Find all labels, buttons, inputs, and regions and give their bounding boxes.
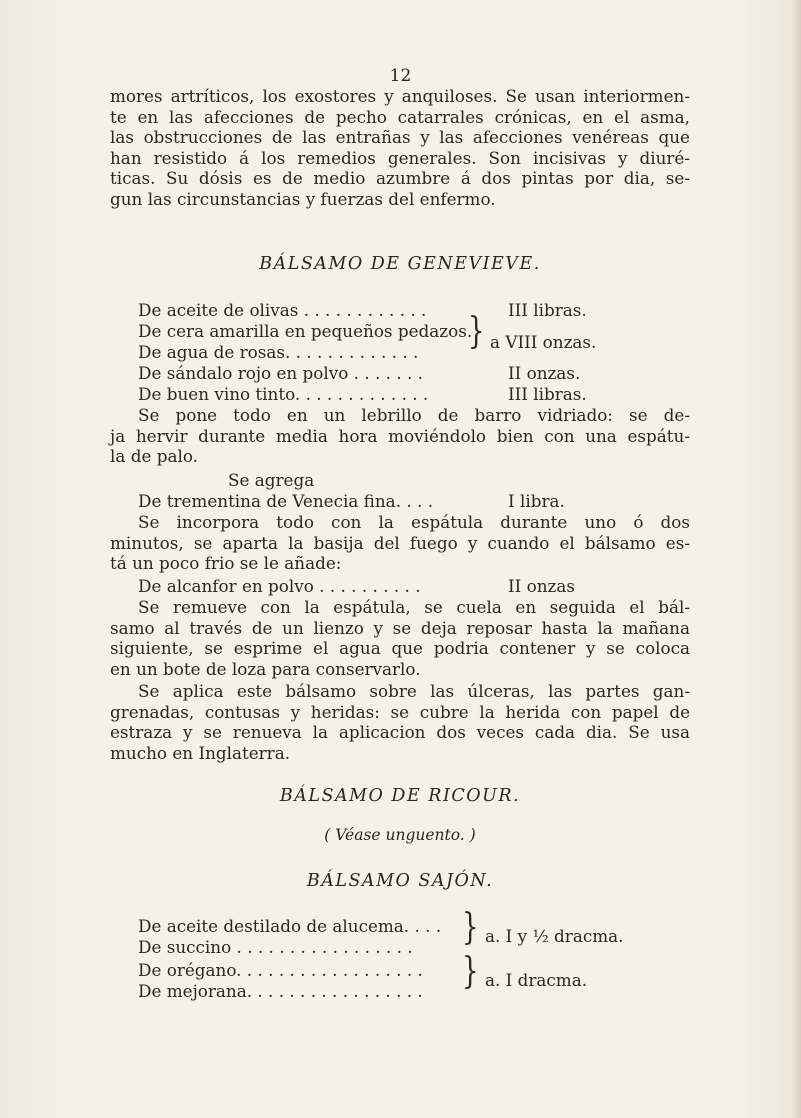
page-number: 12: [389, 66, 412, 86]
ingredient-text: De orégano. . . . . . . . . . . . . . . . . .: [138, 960, 423, 980]
page-edge-shadow: [791, 0, 801, 1118]
ingredient-line: [138, 981, 698, 1002]
text-line: la de palo.: [110, 446, 198, 466]
ingredient-text: De succino . . . . . . . . . . . . . . . . .: [138, 937, 413, 957]
ingredient-amount: I libra.: [508, 491, 565, 511]
text-line: mucho en Inglaterra.: [110, 742, 291, 763]
text-line: te en las afecciones de pecho catarrales crónicas, en el asma,: [110, 106, 690, 127]
ingredient-text: De aceite destilado de alucema. . . .: [138, 916, 442, 936]
ingredient-text: De trementina de Venecia fina. . . .: [138, 491, 434, 511]
section-title-genevieve: BÁLSAMO DE GENEVIEVE.: [259, 254, 541, 274]
paragraph: [110, 681, 690, 763]
text-line: estraza y se renueva la aplicacion dos veces cada dia. Se usa: [110, 722, 690, 742]
text-line: ticas. Su dósis es de medio azumbre á dos pintas por dia, se-: [110, 168, 690, 188]
ingredient-line: [138, 960, 698, 981]
text-line: Se remueve con la espátula, se cuela en seguida el bál-: [138, 597, 690, 617]
brace-amount: a VIII onzas.: [490, 332, 597, 352]
brace-amount: a. I dracma.: [485, 970, 588, 990]
ingredient-amount: II onzas.: [508, 363, 581, 383]
section-title-ricour: BÁLSAMO DE RICOUR.: [279, 786, 521, 806]
text-line: en un bote de loza para conservarlo.: [110, 658, 421, 679]
ingredient-text: De agua de rosas. . . . . . . . . . . . .: [138, 342, 419, 362]
ingredient-line: [138, 491, 698, 512]
text-line: Se incorpora todo con la espátula durante uno ó dos: [138, 512, 690, 532]
text-line: Se pone todo en un lebrillo de barro vidriado: se de-: [138, 405, 690, 425]
text-line: ja hervir durante media hora moviéndolo bien con una espátu-: [110, 425, 690, 446]
ingredient-line: [138, 300, 698, 321]
paragraph: [110, 597, 690, 679]
paragraph: [110, 405, 690, 467]
ingredient-line: [138, 321, 698, 342]
ingredient-amount: II onzas: [508, 576, 575, 596]
brace-mark: }: [462, 951, 479, 993]
ingredient-text: De alcanfor en polvo . . . . . . . . . .: [138, 576, 421, 596]
brace-amount: a. I y ½ dracma.: [485, 926, 624, 946]
ingredient-line: [138, 342, 698, 363]
intro-paragraph: [110, 86, 690, 209]
text-line: grenadas, contusas y heridas: se cubre la herida con papel de: [110, 701, 690, 722]
brace-mark: }: [462, 907, 479, 949]
ingredient-text: De buen vino tinto. . . . . . . . . . . . .: [138, 384, 429, 404]
se-agrega-line: Se agrega: [228, 470, 315, 490]
section-title-sajon: BÁLSAMO SAJÓN.: [306, 871, 494, 891]
text-line: samo al través de un lienzo y se deja reposar hasta la mañana: [110, 617, 690, 638]
text-line: tá un poco frio se le añade:: [110, 553, 342, 573]
text-line: Se aplica este bálsamo sobre las úlceras, las partes gan-: [138, 681, 690, 701]
paragraph: [110, 512, 690, 574]
ingredient-line: [138, 384, 698, 405]
ingredient-amount: III libras.: [508, 384, 587, 404]
text-line: mores artríticos, los exostores y anquiloses. Se usan interiormen-: [110, 86, 690, 106]
ingredient-line: [138, 363, 698, 384]
cross-reference-note: ( Véase unguento. ): [324, 826, 476, 844]
text-line: minutos, se aparta la basija del fuego y cuando el bálsamo es-: [110, 532, 690, 553]
ingredient-text: De sándalo rojo en polvo . . . . . . .: [138, 363, 424, 383]
ingredient-line: [138, 576, 698, 597]
ingredient-text: De aceite de olivas . . . . . . . . . . . .: [138, 300, 427, 320]
ingredient-text: De mejorana. . . . . . . . . . . . . . . . .: [138, 981, 423, 1001]
brace-mark: }: [468, 311, 485, 353]
ingredient-text: De cera amarilla en pequeños pedazos.: [138, 321, 473, 341]
text-line: gun las circunstancias y fuerzas del enfermo.: [110, 188, 496, 209]
text-line: las obstrucciones de las entrañas y las afecciones venéreas que: [110, 127, 690, 147]
text-line: han resistido á los remedios generales. Son incisivas y diuré-: [110, 147, 690, 168]
ingredient-amount: III libras.: [508, 300, 587, 320]
text-line: siguiente, se esprime el agua que podria contener y se coloca: [110, 638, 690, 658]
